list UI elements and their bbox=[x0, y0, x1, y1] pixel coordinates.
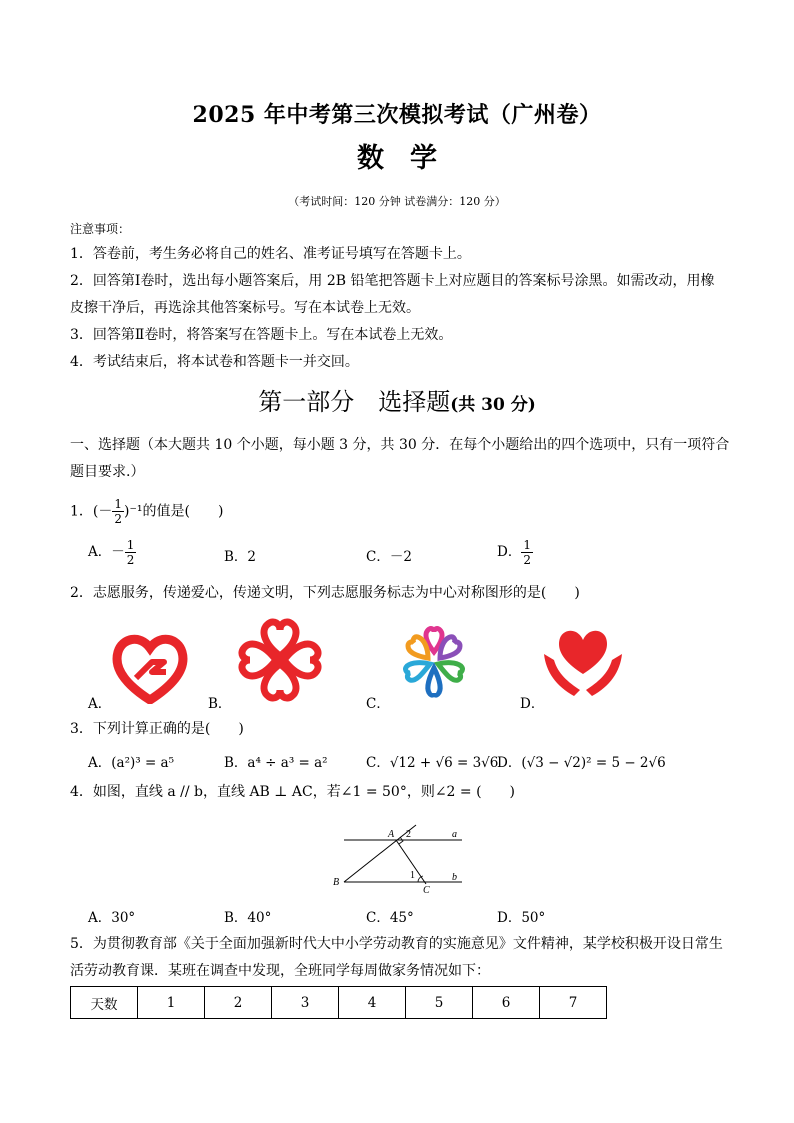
exam-time-info: （考试时间：120 分钟 试卷满分：120 分） bbox=[288, 195, 506, 208]
q1-suffix: )⁻¹的值是( ) bbox=[124, 503, 224, 520]
q1-prefix: 1．(－ bbox=[70, 503, 113, 520]
q1-option-c: C．－2 bbox=[366, 549, 412, 565]
q1-option-d-fraction bbox=[521, 538, 533, 567]
question-5-stem-line: 5．为贯彻教育部《关于全面加强新时代大中小学劳动教育的实施意见》文件精神，某学校积极开设日常生 bbox=[70, 936, 723, 952]
housework-days-table bbox=[70, 986, 607, 1019]
q1-option-d-denominator: 2 bbox=[523, 553, 531, 567]
q1-option-a-denominator: 2 bbox=[126, 553, 135, 567]
q1-numerator: 1 bbox=[114, 497, 123, 511]
q1-option-a-fraction bbox=[125, 538, 137, 567]
table-header-cell: 天数 bbox=[71, 987, 138, 1019]
q1-option-a-numerator: 1 bbox=[126, 538, 135, 552]
table-cell: 5 bbox=[406, 987, 473, 1019]
label-1: 1 bbox=[410, 870, 415, 881]
q1-denominator: 2 bbox=[114, 512, 123, 526]
label-a: a bbox=[452, 829, 457, 840]
table-cell: 7 bbox=[540, 987, 607, 1019]
q4-option-a: A．30° bbox=[88, 910, 136, 926]
table-cell: 1 bbox=[138, 987, 205, 1019]
table-cell: 4 bbox=[339, 987, 406, 1019]
q2-option-a: A． bbox=[88, 696, 112, 712]
label-A: A bbox=[388, 829, 395, 840]
q1-fraction bbox=[112, 497, 124, 526]
q3-option-c: C．√12 + √6 = 3√6 bbox=[366, 755, 499, 771]
q1-option-a-label: A．－ bbox=[88, 544, 125, 560]
q2-option-c: C． bbox=[366, 696, 390, 712]
section-points: (共 30 分) bbox=[450, 395, 536, 415]
logo-a-heart-hand-icon bbox=[112, 632, 188, 704]
table-cell: 3 bbox=[272, 987, 339, 1019]
question-1-stem bbox=[70, 497, 223, 526]
q4-option-d: D．50° bbox=[497, 910, 546, 926]
q1-option-a bbox=[88, 538, 136, 567]
table-cell: 2 bbox=[205, 987, 272, 1019]
q4-geometry-figure bbox=[328, 822, 468, 894]
label-C: C bbox=[423, 885, 430, 894]
instructions-line: 一、选择题（本大题共 10 个小题，每小题 3 分，共 30 分．在每个小题给出的四个选项中，只有一项符合 bbox=[70, 437, 730, 453]
section-title-text: 第一部分 选择题 bbox=[258, 388, 451, 416]
note-item: 1．答卷前，考生务必将自己的姓名、准考证号填写在答题卡上。 bbox=[70, 246, 471, 262]
notes-heading: 注意事项： bbox=[70, 222, 131, 236]
note-item: 皮擦干净后，再选涂其他答案标号。写在本试卷上无效。 bbox=[70, 300, 420, 316]
q3-option-b: B．a⁴ ÷ a³ = a² bbox=[224, 755, 328, 771]
q2-option-b: B． bbox=[208, 696, 232, 712]
question-4-stem: 4．如图，直线 a // b，直线 AB ⊥ AC，若∠1 = 50°，则∠2 = ( ) bbox=[70, 784, 516, 800]
q1-option-d-numerator: 1 bbox=[523, 538, 531, 552]
table-cell: 6 bbox=[473, 987, 540, 1019]
note-item: 4．考试结束后，将本试卷和答题卡一并交回。 bbox=[70, 354, 359, 370]
exam-title: 2025 年中考第三次模拟考试（广州卷） bbox=[192, 102, 602, 128]
logo-d-heart-hands-icon bbox=[540, 624, 626, 704]
logo-b-clover-hearts-icon bbox=[234, 614, 326, 706]
question-2-stem: 2．志愿服务，传递爱心，传递文明，下列志愿服务标志为中心对称图形的是( ) bbox=[70, 585, 580, 601]
q3-option-a: A．(a²)³ = a⁵ bbox=[88, 755, 175, 771]
table-row bbox=[71, 987, 607, 1019]
q4-option-b: B．40° bbox=[224, 910, 272, 926]
q4-option-c: C．45° bbox=[366, 910, 414, 926]
q2-option-d: D． bbox=[520, 696, 545, 712]
q1-option-d bbox=[497, 538, 533, 567]
note-item: 2．回答第Ⅰ卷时，选出每小题答案后，用 2B 铅笔把答题卡上对应题目的答案标号涂黑。如需改动，用橡 bbox=[70, 273, 715, 289]
exam-subject: 数学 bbox=[357, 143, 463, 174]
label-B: B bbox=[333, 877, 340, 888]
question-5-stem-line: 活劳动教育课．某班在调查中发现，全班同学每周做家务情况如下： bbox=[70, 963, 490, 979]
note-item: 3．回答第Ⅱ卷时，将答案写在答题卡上。写在本试卷上无效。 bbox=[70, 327, 453, 343]
instructions-line: 题目要求.） bbox=[70, 464, 145, 480]
logo-c-colorful-hearts-icon bbox=[388, 618, 480, 702]
q3-option-d: D．(√3 − √2)² = 5 − 2√6 bbox=[497, 755, 666, 771]
q1-option-b: B．2 bbox=[224, 549, 257, 565]
question-3-stem: 3．下列计算正确的是( ) bbox=[70, 721, 244, 737]
section-title bbox=[0, 382, 794, 417]
q1-option-d-label: D． bbox=[497, 544, 522, 560]
label-b: b bbox=[452, 872, 457, 883]
label-2: 2 bbox=[406, 829, 411, 840]
